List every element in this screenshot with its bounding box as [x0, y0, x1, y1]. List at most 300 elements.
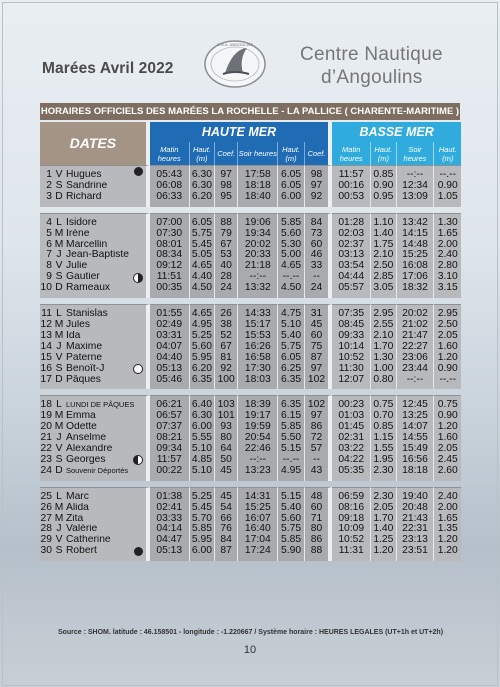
- day-number: 30: [40, 546, 52, 557]
- saint-name: Isidore: [66, 216, 97, 228]
- hm-morning-coef: 45: [214, 466, 237, 481]
- saint-name: Irène: [66, 228, 90, 239]
- bm-morning-height: 2.85: [370, 272, 395, 283]
- saint-name: Valérie: [66, 524, 98, 535]
- weekday-letter: S: [55, 363, 63, 374]
- table-row: [40, 342, 461, 353]
- bm-evening-height: 2.00: [433, 240, 461, 251]
- weekday-letter: L: [56, 308, 62, 320]
- hm-morning-time: 06:21: [150, 395, 189, 411]
- day-number: 23: [40, 454, 52, 465]
- hm-evening-height: 6.05: [277, 181, 303, 192]
- hm-evening-height: 6.00: [277, 192, 303, 207]
- bm-morning-time: 02:03: [332, 229, 370, 240]
- hm-col-header: Coef.: [214, 142, 237, 165]
- day-number: 8: [46, 261, 52, 272]
- hm-morning-coef: 64: [214, 444, 237, 455]
- saint-name: Richard: [66, 191, 102, 202]
- hm-morning-time: 06:08: [150, 181, 189, 192]
- hm-morning-coef: 24: [214, 283, 237, 298]
- bm-morning-time: 10:09: [332, 524, 370, 535]
- hm-evening-time: 17:04: [237, 535, 277, 546]
- hm-col-header: Haut. (m): [277, 142, 303, 165]
- date-cell: [40, 320, 150, 331]
- hm-evening-time: 19:34: [237, 229, 277, 240]
- bm-evening-time: 23:44: [396, 364, 434, 375]
- hm-evening-height: 5.40: [277, 331, 303, 342]
- day-number: 27: [40, 513, 52, 524]
- day-number: 15: [40, 352, 52, 363]
- hm-evening-time: 17:30: [237, 364, 277, 375]
- day-number: 17: [40, 374, 52, 385]
- hm-morning-coef: 79: [214, 229, 237, 240]
- date-cell: [40, 213, 150, 229]
- weekday-letter: J: [56, 341, 62, 352]
- svg-text:C.N.A. ANGOULINS: C.N.A. ANGOULINS: [216, 42, 254, 47]
- hm-evening-coef: 45: [304, 320, 333, 331]
- bm-evening-height: 1.20: [433, 353, 461, 364]
- hm-evening-height: 4.75: [277, 304, 303, 320]
- page-title: Marées Avril 2022: [42, 60, 174, 77]
- hm-evening-height: 5.75: [277, 342, 303, 353]
- day-number: 14: [40, 341, 52, 352]
- moon-new-icon: [134, 167, 143, 176]
- hm-morning-time: 05:43: [150, 165, 189, 181]
- hm-evening-time: 18:18: [237, 181, 277, 192]
- saint-name: Marcellin: [66, 239, 108, 250]
- hm-evening-height: 5.60: [277, 514, 303, 525]
- table-row: [40, 514, 461, 525]
- saint-name: Julie: [66, 261, 88, 272]
- day-number: 9: [46, 272, 52, 283]
- saint-name: Alexandre: [66, 444, 113, 455]
- hm-evening-height: 5.15: [277, 444, 303, 455]
- date-cell: [40, 375, 150, 390]
- hm-morning-time: 04:40: [150, 353, 189, 364]
- hm-evening-height: 5.30: [277, 240, 303, 251]
- date-cell: [40, 395, 150, 411]
- hm-evening-height: 4.65: [277, 261, 303, 272]
- page-number: 10: [243, 644, 257, 656]
- bm-morning-time: 11:31: [332, 546, 370, 561]
- date-cell: [40, 535, 150, 546]
- weekday-letter: V: [55, 261, 63, 272]
- bm-morning-time: 10:14: [332, 342, 370, 353]
- bm-evening-height: 3.15: [433, 283, 461, 298]
- moon-full-icon: [133, 364, 143, 374]
- hm-morning-coef: 76: [214, 524, 237, 535]
- hm-morning-height: 5.85: [189, 524, 214, 535]
- moon-first-quarter-icon: [133, 273, 143, 283]
- date-cell: [40, 487, 150, 503]
- day-number: 29: [40, 535, 52, 546]
- hm-evening-height: 5.15: [277, 487, 303, 503]
- bm-morning-height: 2.30: [370, 487, 395, 503]
- hm-evening-coef: 71: [304, 514, 333, 525]
- saint-name: Maxime: [66, 341, 103, 352]
- hm-morning-coef: 54: [214, 503, 237, 514]
- hm-evening-height: 5.85: [277, 535, 303, 546]
- hm-evening-height: 6.15: [277, 411, 303, 422]
- hm-morning-time: 07:37: [150, 422, 189, 433]
- hm-morning-coef: 81: [214, 353, 237, 364]
- table-row: [40, 304, 461, 320]
- day-number: 13: [40, 330, 52, 341]
- bm-evening-time: 14:07: [396, 422, 434, 433]
- hm-morning-time: 08:34: [150, 250, 189, 261]
- bm-evening-time: 22:31: [396, 524, 434, 535]
- day-number: 28: [40, 524, 52, 535]
- saint-name: LUNDI DE PÂQUES: [66, 400, 135, 410]
- saint-name: Souvenir Déportés: [66, 465, 129, 475]
- weekday-letter: D: [55, 283, 63, 294]
- hm-evening-coef: 73: [304, 229, 333, 240]
- hm-evening-time: 16:26: [237, 342, 277, 353]
- day-number: 22: [40, 444, 52, 455]
- hm-morning-height: 6.30: [189, 411, 214, 422]
- hm-evening-height: 6.35: [277, 375, 303, 390]
- saint-name: Emma: [66, 411, 96, 422]
- hm-evening-coef: 88: [304, 546, 333, 561]
- hm-morning-coef: 87: [214, 546, 237, 561]
- weekday-letter: M: [54, 330, 64, 341]
- hm-evening-height: 6.05: [277, 165, 303, 181]
- hm-morning-height: 6.20: [189, 192, 214, 207]
- hm-evening-coef: 87: [304, 353, 333, 364]
- saint-name: Georges: [66, 454, 106, 465]
- hm-evening-time: 15:17: [237, 320, 277, 331]
- bm-evening-height: 3.10: [433, 272, 461, 283]
- date-cell: [40, 364, 150, 375]
- hm-evening-height: 4.50: [277, 283, 303, 298]
- hm-col-header: Haut. (m): [189, 142, 214, 165]
- saint-name: Stanislas: [66, 308, 108, 320]
- hm-evening-time: 20:02: [237, 240, 277, 251]
- hm-morning-time: 04:14: [150, 524, 189, 535]
- date-cell: [40, 444, 150, 455]
- weekday-letter: S: [55, 454, 63, 465]
- hm-morning-time: 03:33: [150, 514, 189, 525]
- bm-morning-height: 2.55: [370, 320, 395, 331]
- weekday-letter: D: [55, 191, 63, 202]
- hm-evening-coef: 102: [304, 375, 333, 390]
- bm-evening-time: 14:15: [396, 229, 434, 240]
- date-cell: [40, 192, 150, 207]
- hm-morning-time: 05:46: [150, 375, 189, 390]
- hm-evening-coef: 48: [304, 487, 333, 503]
- hm-morning-height: 4.85: [189, 455, 214, 466]
- bm-morning-time: 11:30: [332, 364, 370, 375]
- hm-evening-time: --:--: [237, 272, 277, 283]
- hm-evening-time: 19:06: [237, 213, 277, 229]
- hm-morning-height: 4.40: [189, 272, 214, 283]
- source-note: Source : SHOM. latitude : 46.158501 - longitude : -1.220667 / Système horaire : HEURES LEGALES (UT+1h et UT+2h): [57, 629, 444, 636]
- day-number: 19: [40, 411, 52, 422]
- hm-evening-coef: 33: [304, 261, 333, 272]
- day-number: 2: [46, 180, 52, 191]
- hm-morning-time: 01:38: [150, 487, 189, 503]
- hm-evening-time: 17:24: [237, 546, 277, 561]
- hm-evening-time: 17:58: [237, 165, 277, 181]
- bm-evening-time: 21:47: [396, 331, 434, 342]
- bm-morning-height: 0.80: [370, 375, 395, 390]
- saint-name: Catherine: [66, 535, 111, 546]
- date-cell: [40, 165, 150, 181]
- day-number: 25: [40, 490, 52, 502]
- bm-evening-height: 2.05: [433, 331, 461, 342]
- bm-morning-height: 0.70: [370, 411, 395, 422]
- bm-evening-height: 2.05: [433, 444, 461, 455]
- table-row: [40, 411, 461, 422]
- bm-evening-time: 13:09: [396, 192, 434, 207]
- hm-morning-time: 02:41: [150, 503, 189, 514]
- hm-evening-coef: --: [304, 272, 333, 283]
- hm-evening-coef: 31: [304, 304, 333, 320]
- hm-morning-coef: 52: [214, 331, 237, 342]
- date-cell: [40, 422, 150, 433]
- bm-evening-height: 1.30: [433, 213, 461, 229]
- hm-morning-time: 11:57: [150, 455, 189, 466]
- weekday-letter: M: [54, 513, 64, 524]
- club-name-line2: d’Angoulins: [321, 67, 423, 88]
- hm-evening-time: 21:18: [237, 261, 277, 272]
- weekday-letter: M: [54, 422, 64, 433]
- table-row: [40, 320, 461, 331]
- bm-evening-height: 1.65: [433, 514, 461, 525]
- date-cell: [40, 342, 150, 353]
- bm-evening-time: 12:34: [396, 181, 434, 192]
- hm-evening-height: 5.10: [277, 320, 303, 331]
- bm-evening-time: --:--: [396, 165, 434, 181]
- saint-name: Gautier: [66, 272, 100, 283]
- bm-evening-time: 21:43: [396, 514, 434, 525]
- hm-evening-height: --.--: [277, 455, 303, 466]
- day-number: 4: [46, 216, 52, 228]
- hm-evening-time: 15:53: [237, 331, 277, 342]
- day-number: 10: [40, 283, 52, 294]
- bm-morning-height: 1.70: [370, 342, 395, 353]
- bm-morning-time: 04:44: [332, 272, 370, 283]
- hm-morning-coef: 66: [214, 514, 237, 525]
- bm-col-header: Soir heures: [396, 142, 434, 165]
- bm-morning-time: 09:18: [332, 514, 370, 525]
- date-cell: [40, 250, 150, 261]
- saint-name: Jean-Baptiste: [66, 250, 129, 261]
- bm-morning-time: 03:22: [332, 444, 370, 455]
- bm-evening-height: 2.40: [433, 250, 461, 261]
- hm-morning-coef: 80: [214, 433, 237, 444]
- bm-evening-height: 0.90: [433, 364, 461, 375]
- hm-morning-coef: 101: [214, 411, 237, 422]
- bm-morning-time: 00:53: [332, 192, 370, 207]
- hm-evening-time: 19:17: [237, 411, 277, 422]
- hm-morning-height: 6.00: [189, 422, 214, 433]
- hm-col-header: Soir heures: [237, 142, 277, 165]
- table-row: [40, 487, 461, 503]
- bm-morning-time: 03:54: [332, 261, 370, 272]
- hm-evening-coef: 60: [304, 503, 333, 514]
- saint-name: Benoît-J: [66, 363, 105, 374]
- bm-evening-time: 14:48: [396, 240, 434, 251]
- hm-evening-height: 5.90: [277, 546, 303, 561]
- hm-morning-time: 06:33: [150, 192, 189, 207]
- hm-evening-coef: 97: [304, 181, 333, 192]
- hm-evening-coef: 80: [304, 524, 333, 535]
- bm-morning-height: 2.50: [370, 261, 395, 272]
- hm-evening-time: 13:23: [237, 466, 277, 481]
- bm-evening-time: 19:40: [396, 487, 434, 503]
- hm-evening-height: 5.85: [277, 422, 303, 433]
- day-number: 6: [46, 239, 52, 250]
- bm-morning-height: 1.10: [370, 213, 395, 229]
- bm-morning-height: 2.10: [370, 331, 395, 342]
- hm-evening-coef: 97: [304, 364, 333, 375]
- bm-evening-time: 23:13: [396, 535, 434, 546]
- hm-evening-time: 16:40: [237, 524, 277, 535]
- saint-name: Robert: [66, 546, 97, 557]
- bm-morning-height: 0.75: [370, 395, 395, 411]
- table-row: [40, 546, 461, 561]
- hm-evening-time: --:--: [237, 455, 277, 466]
- bm-evening-time: 16:56: [396, 455, 434, 466]
- date-cell: [40, 229, 150, 240]
- day-number: 5: [46, 228, 52, 239]
- bm-col-header: Haut. (m): [433, 142, 461, 165]
- hm-evening-height: 4.95: [277, 466, 303, 481]
- day-number: 7: [46, 250, 52, 261]
- hm-evening-time: 16:07: [237, 514, 277, 525]
- day-number: 26: [40, 502, 52, 513]
- weekday-letter: V: [55, 352, 63, 363]
- hm-evening-coef: 92: [304, 192, 333, 207]
- basse-mer-header: BASSE MER: [332, 122, 461, 142]
- date-cell: [40, 261, 150, 272]
- bm-morning-height: 0.90: [370, 181, 395, 192]
- weekday-letter: V: [55, 169, 63, 180]
- weekday-letter: M: [54, 411, 64, 422]
- hm-morning-time: 04:07: [150, 342, 189, 353]
- hm-morning-coef: 84: [214, 535, 237, 546]
- weekday-letter: J: [56, 524, 62, 535]
- bm-evening-height: 1.65: [433, 229, 461, 240]
- hm-morning-height: 4.95: [189, 320, 214, 331]
- weekday-letter: S: [55, 180, 63, 191]
- hm-morning-height: 6.30: [189, 165, 214, 181]
- day-number: 24: [40, 465, 52, 476]
- hm-evening-coef: 24: [304, 283, 333, 298]
- hm-morning-time: 03:31: [150, 331, 189, 342]
- hm-evening-height: 6.25: [277, 364, 303, 375]
- hm-morning-coef: 53: [214, 250, 237, 261]
- table-row: [40, 444, 461, 455]
- hm-evening-coef: 72: [304, 433, 333, 444]
- bm-evening-time: 13:25: [396, 411, 434, 422]
- bm-morning-time: 09:33: [332, 331, 370, 342]
- hm-evening-time: 20:33: [237, 250, 277, 261]
- hm-morning-time: 09:12: [150, 261, 189, 272]
- bm-morning-height: 1.30: [370, 353, 395, 364]
- weekday-letter: L: [56, 399, 62, 411]
- hm-evening-height: 5.50: [277, 433, 303, 444]
- hm-evening-time: 18:39: [237, 395, 277, 411]
- day-number: 1: [46, 169, 52, 180]
- bm-evening-time: 17:06: [396, 272, 434, 283]
- hm-evening-coef: 60: [304, 331, 333, 342]
- table-row: [40, 283, 461, 298]
- hm-morning-time: 05:13: [150, 546, 189, 561]
- hm-morning-time: 05:13: [150, 364, 189, 375]
- bm-morning-height: 1.95: [370, 455, 395, 466]
- bm-col-header: Matin heures: [332, 142, 370, 165]
- table-row: [40, 395, 461, 411]
- table-row: [40, 240, 461, 251]
- weekday-letter: M: [54, 228, 64, 239]
- bm-morning-time: 01:03: [332, 411, 370, 422]
- table-row: [40, 165, 461, 181]
- bm-morning-time: 00:23: [332, 395, 370, 411]
- date-cell: [40, 514, 150, 525]
- hm-morning-height: 4.65: [189, 261, 214, 272]
- dates-header: DATES: [40, 122, 150, 165]
- hm-morning-coef: 92: [214, 364, 237, 375]
- table-row: [40, 213, 461, 229]
- hm-morning-height: 5.55: [189, 433, 214, 444]
- hm-evening-coef: 60: [304, 240, 333, 251]
- bm-morning-time: 12:07: [332, 375, 370, 390]
- hm-morning-height: 5.95: [189, 353, 214, 364]
- hm-evening-coef: 43: [304, 466, 333, 481]
- bm-morning-height: 0.85: [370, 422, 395, 433]
- day-number: 16: [40, 363, 52, 374]
- bm-evening-time: 13:42: [396, 213, 434, 229]
- hm-morning-height: 5.60: [189, 342, 214, 353]
- hm-morning-coef: 50: [214, 455, 237, 466]
- bm-evening-time: 18:32: [396, 283, 434, 298]
- bm-evening-height: 1.35: [433, 524, 461, 535]
- hm-evening-time: 22:46: [237, 444, 277, 455]
- hm-evening-time: 16:58: [237, 353, 277, 364]
- table-row: [40, 524, 461, 535]
- date-cell: [40, 433, 150, 444]
- tide-table: [40, 122, 461, 561]
- saint-name: Anselme: [66, 433, 107, 444]
- date-cell: [40, 503, 150, 514]
- day-number: 18: [40, 399, 52, 411]
- date-cell: [40, 546, 150, 561]
- hm-morning-coef: 93: [214, 422, 237, 433]
- hm-evening-time: 18:40: [237, 192, 277, 207]
- hm-morning-coef: 98: [214, 181, 237, 192]
- hm-morning-time: 11:51: [150, 272, 189, 283]
- bm-evening-time: 18:18: [396, 466, 434, 481]
- hm-evening-time: 14:33: [237, 304, 277, 320]
- bm-morning-time: 11:57: [332, 165, 370, 181]
- bm-morning-height: 1.75: [370, 240, 395, 251]
- saint-name: Paterne: [66, 352, 103, 363]
- table-row: [40, 192, 461, 207]
- hm-evening-height: 5.60: [277, 229, 303, 240]
- weekday-letter: M: [54, 319, 64, 330]
- bm-morning-time: 10:52: [332, 353, 370, 364]
- saint-name: Rameaux: [66, 283, 111, 294]
- bm-morning-time: 05:57: [332, 283, 370, 298]
- tide-table-body: [40, 165, 461, 561]
- bm-evening-height: 1.60: [433, 342, 461, 353]
- hm-evening-coef: 84: [304, 213, 333, 229]
- hm-morning-time: 09:34: [150, 444, 189, 455]
- hm-morning-height: 5.05: [189, 250, 214, 261]
- moon-last-quarter-icon: [133, 455, 143, 465]
